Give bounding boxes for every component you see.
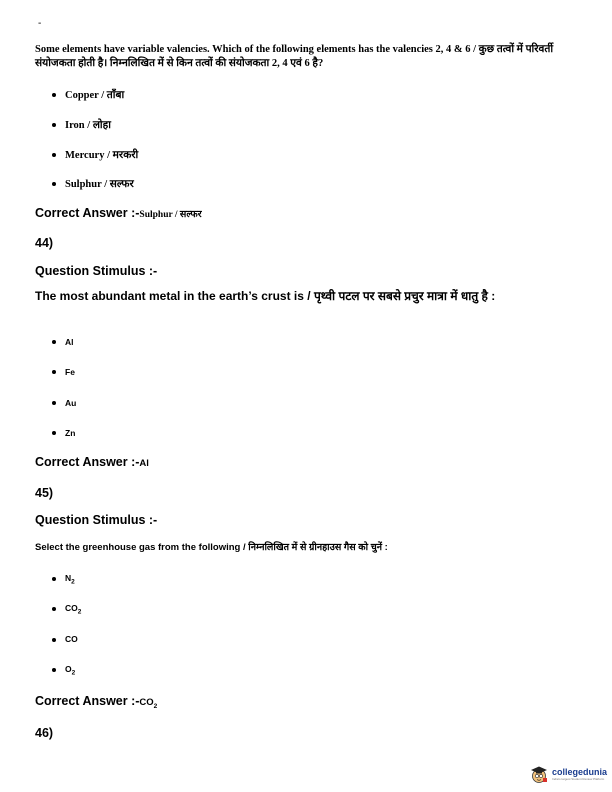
q44-option-1 — [52, 337, 74, 347]
collegedunia-logo — [529, 764, 607, 784]
answer-label: Correct Answer :- — [35, 694, 140, 708]
question-43-text: Some elements have variable valencies. Which of the following elements has the valencies 2, 4 & 6 / कुछ तत्वों में परिवर्ती संयोजकता होती है। निम्नलिखित में से किन तत्वों की संयोजकता 2, 4 एवं 6 है? — [35, 44, 554, 69]
q45-option-1 — [52, 573, 75, 586]
q43-option-1 — [52, 88, 124, 102]
bullet-icon — [52, 182, 56, 186]
bullet-icon — [52, 607, 56, 611]
question-45-number: 45) — [35, 486, 54, 500]
bullet-icon — [52, 668, 56, 672]
question-44-number: 44) — [35, 236, 54, 250]
bullet-icon — [52, 370, 56, 374]
q44-option-4 — [52, 428, 75, 438]
option-label: Copper / ताँबा — [65, 90, 125, 101]
answer-value: $CO_2$ — [139, 697, 158, 710]
bullet-icon — [52, 431, 56, 435]
option-label: Fe — [65, 367, 75, 377]
q43-correct-answer — [35, 206, 202, 220]
bullet-icon — [52, 153, 56, 157]
q43-option-2 — [52, 118, 111, 132]
q43-option-4 — [52, 177, 134, 191]
option-label: Al — [65, 337, 74, 347]
bullet-icon — [52, 93, 56, 97]
option-label: $CO_2$ — [65, 603, 82, 616]
logo-name: collegedunia — [552, 767, 608, 777]
answer-value: Sulphur / सल्फर — [139, 210, 202, 220]
question-45-text: Select the greenhouse gas from the following / निम्नलिखित में से ग्रीनहाउस गैस को चुनें : — [35, 542, 388, 553]
q45-stimulus-label: Question Stimulus :- — [35, 513, 158, 527]
answer-value: Al — [139, 458, 149, 469]
option-label: CO — [65, 634, 78, 644]
bullet-icon — [52, 401, 56, 405]
q45-correct-answer — [35, 694, 157, 710]
graduate-mascot-icon — [529, 764, 549, 784]
bullet-icon — [52, 577, 56, 581]
answer-label: Correct Answer :- — [35, 206, 140, 220]
answer-label: Correct Answer :- — [35, 455, 140, 469]
question-44-text: The most abundant metal in the earth’s crust is / पृथ्वी पटल पर सबसे प्रचुर मात्रा में धातु है : — [35, 289, 496, 303]
question-46-number: 46) — [35, 726, 54, 740]
q43-option-3 — [52, 148, 138, 162]
q44-stimulus-label: Question Stimulus :- — [35, 264, 158, 278]
q45-option-4 — [52, 664, 75, 677]
bullet-icon — [52, 340, 56, 344]
option-label: Zn — [65, 428, 76, 438]
option-label: Au — [65, 398, 77, 408]
q44-correct-answer — [35, 455, 149, 469]
option-label: Sulphur / सल्फर — [65, 179, 134, 190]
bullet-icon — [52, 123, 56, 127]
q44-option-3 — [52, 398, 76, 408]
page-mark: - — [38, 18, 42, 29]
q45-option-3 — [52, 634, 78, 647]
bullet-icon — [52, 638, 56, 642]
option-label: Iron / लोहा — [65, 120, 111, 131]
option-label: Mercury / मरकरी — [65, 150, 139, 161]
q45-option-2 — [52, 603, 81, 616]
q44-option-2 — [52, 367, 75, 377]
logo-tagline: India's largest Student Review Platform — [552, 777, 605, 781]
option-label: $O_2$ — [65, 664, 76, 677]
option-label: $N_2$ — [65, 573, 75, 586]
